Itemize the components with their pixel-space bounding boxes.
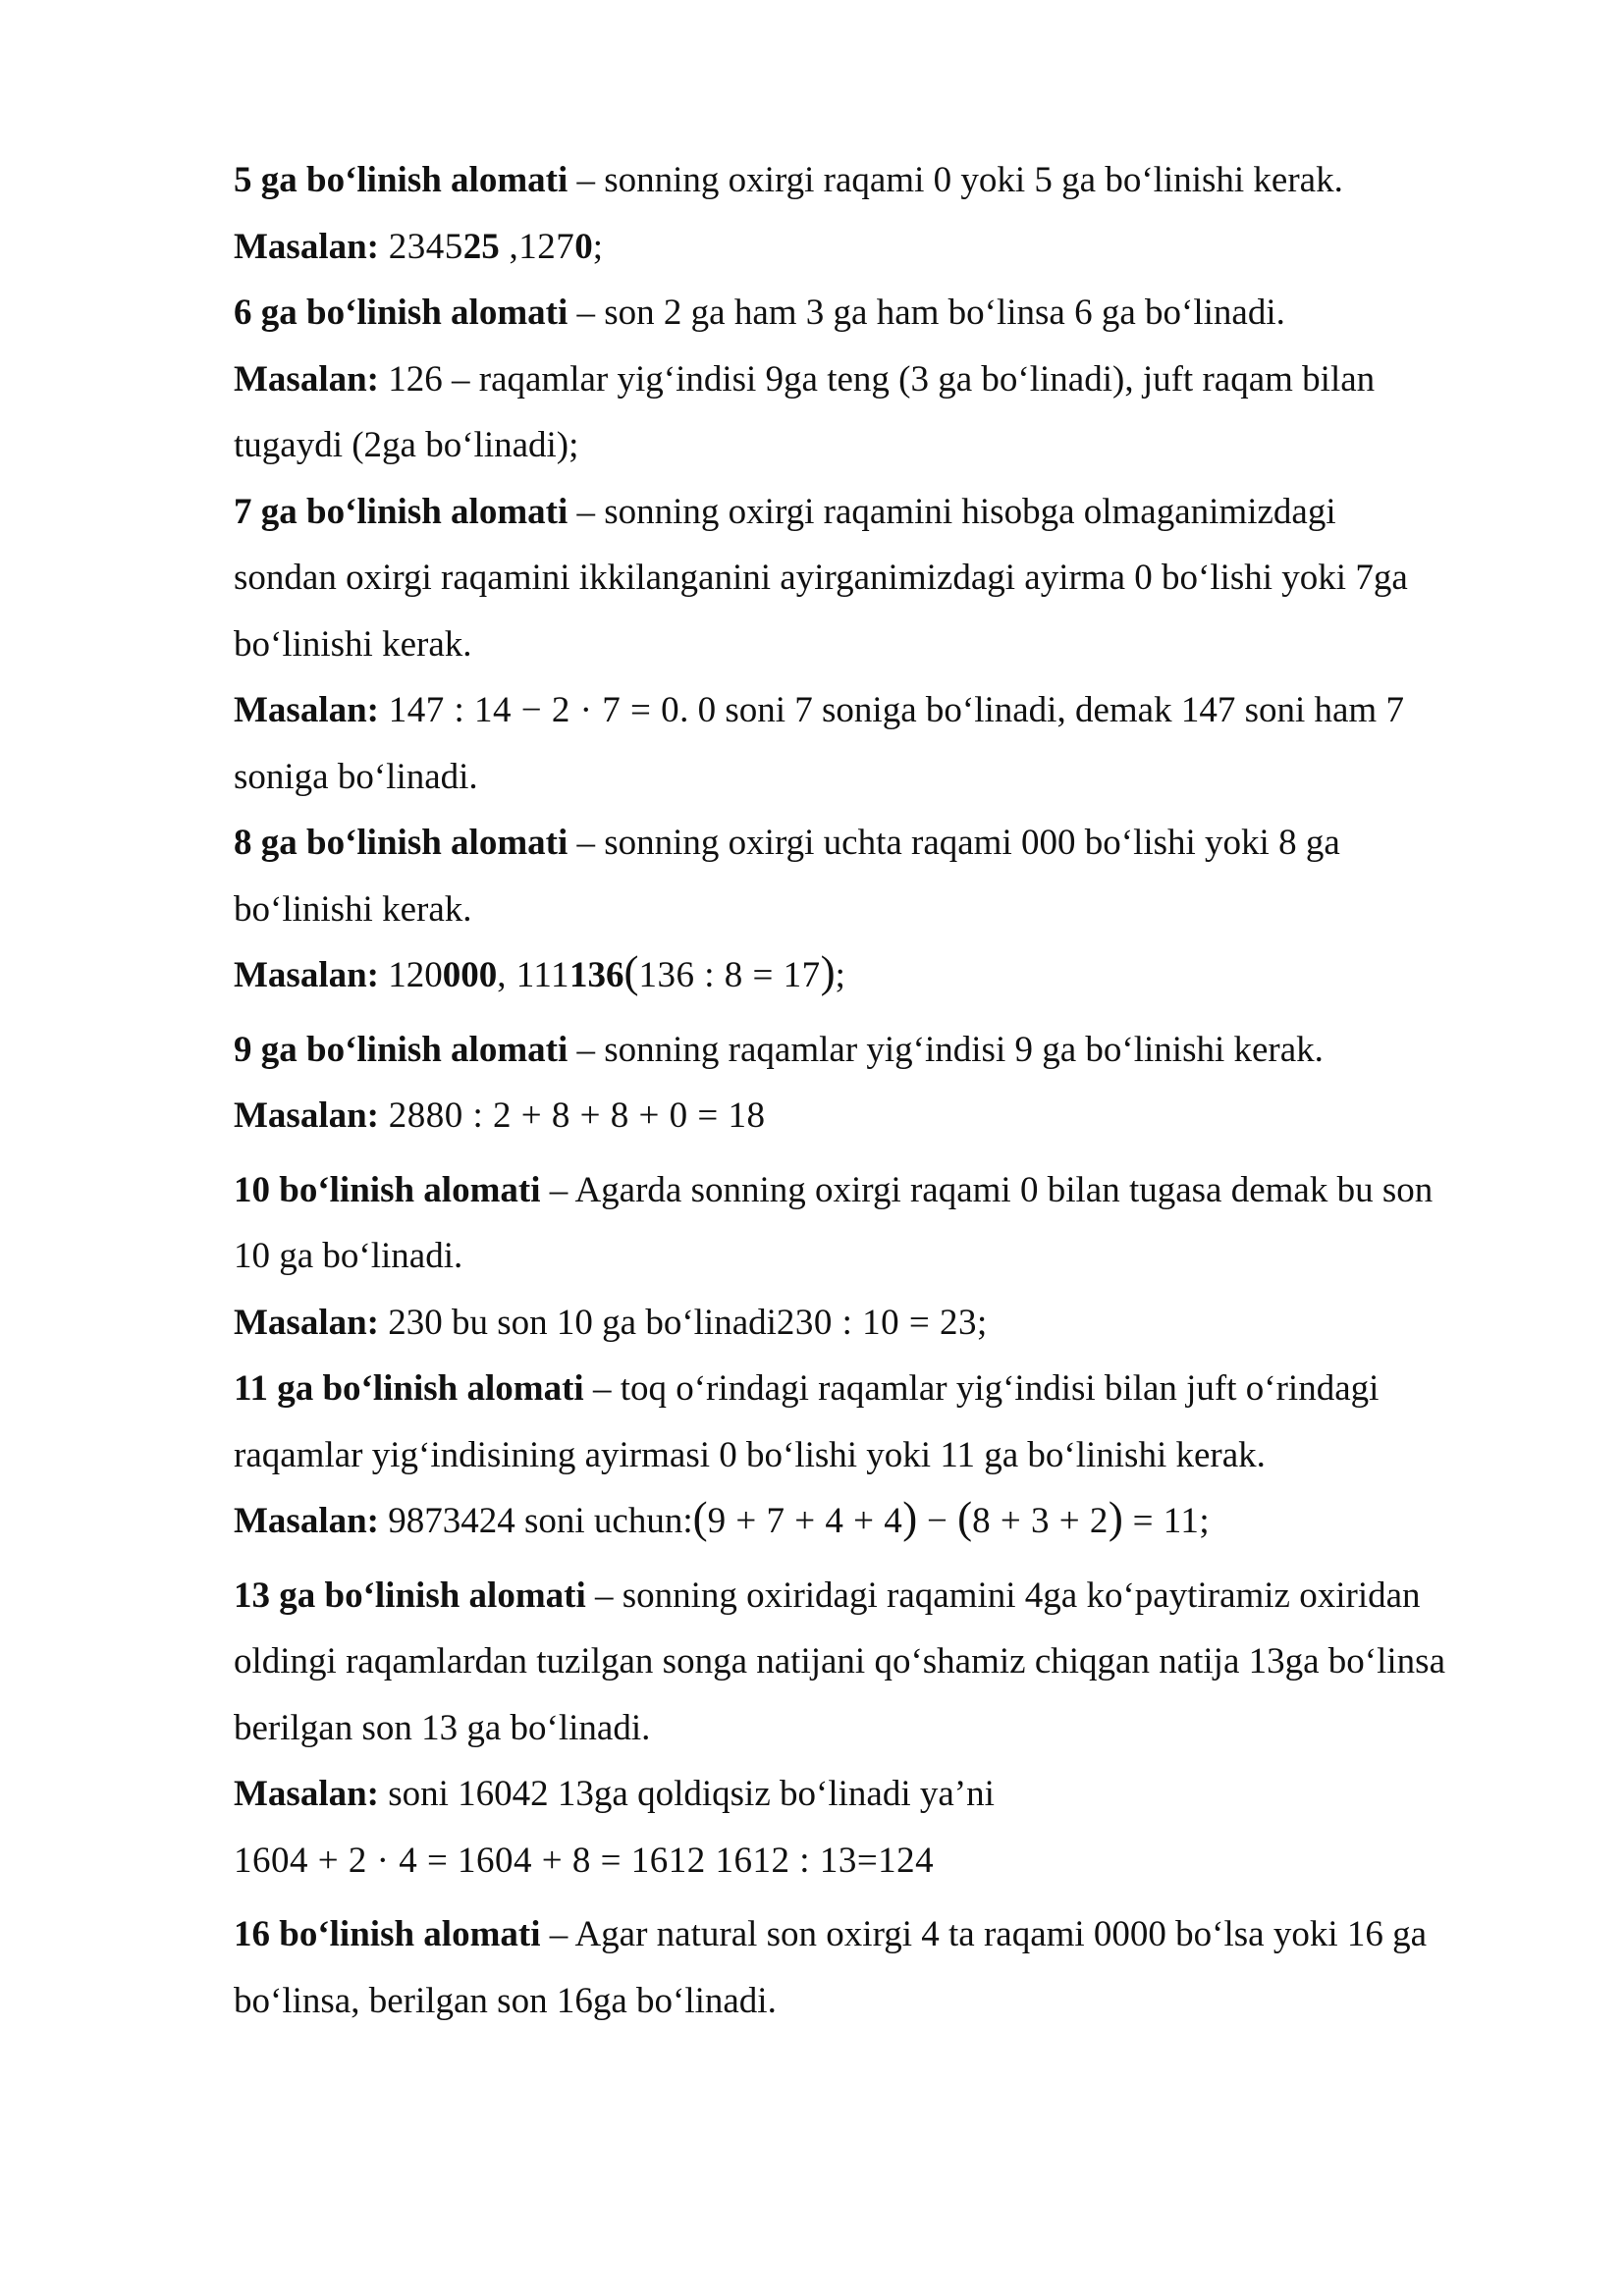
example-formula: 136 : 8 = 17 <box>638 955 821 995</box>
example-label: Masalan: <box>234 358 379 400</box>
rule-16-desc-cont <box>234 1968 1510 2035</box>
example-text: 9873424 soni uchun: <box>379 1501 693 1541</box>
example-label: Masalan: <box>234 955 379 995</box>
rule-heading: 16 bo‘linish alomati <box>234 1914 541 1954</box>
paren-close: ) <box>1108 1493 1123 1542</box>
rule-6-example-cont <box>234 412 1510 479</box>
paren-open: ( <box>957 1493 973 1542</box>
example-number: 2345 <box>379 226 463 267</box>
rule-13-example-formula <box>234 1828 1510 1895</box>
rule-description: – sonning oxirgi raqamini hisobga olmaganimizdagi <box>568 491 1336 532</box>
example-label: Masalan: <box>234 1774 379 1814</box>
rule-13-example <box>234 1761 1510 1828</box>
rule-13-heading-line <box>234 1563 1510 1629</box>
rule-13-desc-cont <box>234 1629 1510 1695</box>
rule-description: berilgan son 13 ga bo‘linadi. <box>234 1707 651 1748</box>
rule-11-desc-cont <box>234 1422 1510 1489</box>
rule-13-desc-cont <box>234 1695 1510 1762</box>
rule-16-heading-line <box>234 1901 1510 1968</box>
rule-5-heading-line <box>234 147 1510 214</box>
rule-11-example <box>234 1488 1510 1555</box>
document-body <box>234 147 1510 2034</box>
rule-description: bo‘linishi kerak. <box>234 623 472 665</box>
example-formula: 1604 + 2 · 4 = 1604 + 8 = 1612 1612 : 13=124 <box>234 1840 935 1881</box>
example-bold-digits: 0 <box>574 226 593 267</box>
rule-9-heading-line <box>234 1017 1510 1084</box>
example-text: soniga bo‘linadi. <box>234 756 478 797</box>
example-label: Masalan: <box>234 226 379 267</box>
example-label: Masalan: <box>234 1501 379 1541</box>
rule-8-heading-line <box>234 810 1510 877</box>
example-bold-digits: 25 <box>462 226 500 267</box>
rule-heading: 10 bo‘linish alomati <box>234 1169 541 1210</box>
rule-description: raqamlar yig‘indisining ayirmasi 0 bo‘lishi yoki 11 ga bo‘linishi kerak. <box>234 1434 1266 1475</box>
paren-open: ( <box>623 947 639 996</box>
rule-description: – sonning oxiridagi raqamini 4ga ko‘paytiramiz oxiridan <box>585 1575 1421 1616</box>
rule-7-example-cont <box>234 744 1510 811</box>
rule-7-heading-line <box>234 479 1510 546</box>
example-formula: 230 : 10 = 23; <box>776 1302 988 1343</box>
rule-9-example <box>234 1083 1510 1149</box>
example-text: tugaydi (2ga bo‘linadi); <box>234 425 579 465</box>
rule-7-desc-cont <box>234 612 1510 678</box>
paren-close: ) <box>820 947 836 996</box>
rule-heading: 7 ga bo‘linish alomati <box>234 491 568 532</box>
rule-description: – sonning oxirgi raqami 0 yoki 5 ga bo‘linishi kerak. <box>568 160 1343 200</box>
rule-heading: 13 ga bo‘linish alomati <box>234 1575 586 1616</box>
rule-7-desc-cont <box>234 545 1510 612</box>
example-text: soni 16042 13ga qoldiqsiz bo‘linadi ya’ni <box>379 1774 995 1814</box>
example-punct: ; <box>835 955 845 995</box>
example-formula: 8 + 3 + 2 <box>972 1501 1109 1541</box>
example-number: , 111 <box>497 955 570 995</box>
example-formula: 147 : 14 − 2 · 7 = 0 <box>379 690 680 730</box>
rule-description: oldingi raqamlardan tuzilgan songa natijani qo‘shamiz chiqgan natija 13ga bo‘linsa <box>234 1641 1446 1682</box>
rule-8-example <box>234 942 1510 1009</box>
rule-description: – toq o‘rindagi raqamlar yig‘indisi bilan juft o‘rindagi <box>583 1368 1380 1409</box>
paren-close: ) <box>902 1493 918 1542</box>
rule-description: 10 ga bo‘linadi. <box>234 1236 463 1276</box>
rule-description: – sonning oxirgi uchta raqami 000 bo‘lishi yoki 8 ga <box>568 823 1340 863</box>
rule-description: sondan oxirgi raqamini ikkilanganini ayirganimizdagi ayirma 0 bo‘lishi yoki 7ga <box>234 558 1408 598</box>
example-formula: 2880 : 2 + 8 + 8 + 0 = 18 <box>379 1095 766 1136</box>
example-text: . 0 soni 7 soniga bo‘linadi, demak 147 soni ham 7 <box>679 690 1404 730</box>
rule-7-example <box>234 677 1510 744</box>
rule-description: – Agar natural son oxirgi 4 ta raqami 0000 bo‘lsa yoki 16 ga <box>540 1914 1428 1954</box>
example-text: 126 – raqamlar yig‘indisi 9ga teng (3 ga bo‘linadi), juft raqam bilan <box>379 358 1376 400</box>
rule-heading: 8 ga bo‘linish alomati <box>234 823 568 863</box>
rule-10-desc-cont <box>234 1223 1510 1290</box>
example-label: Masalan: <box>234 1095 379 1136</box>
example-formula: − <box>917 1501 958 1541</box>
rule-description: bo‘linsa, berilgan son 16ga bo‘linadi. <box>234 1980 777 2021</box>
rule-heading: 5 ga bo‘linish alomati <box>234 160 568 200</box>
example-number: ,127 <box>499 226 575 267</box>
example-formula: 9 + 7 + 4 + 4 <box>707 1501 903 1541</box>
rule-6-example <box>234 347 1510 413</box>
example-label: Masalan: <box>234 690 379 730</box>
rule-10-example <box>234 1290 1510 1357</box>
example-number: 120 <box>379 955 443 995</box>
example-text: 230 bu son 10 ga bo‘linadi <box>379 1302 777 1343</box>
example-formula: = 11; <box>1122 1501 1211 1541</box>
rule-heading: 9 ga bo‘linish alomati <box>234 1029 568 1070</box>
example-bold-digits: 000 <box>442 955 498 995</box>
paren-open: ( <box>692 1493 708 1542</box>
rule-5-example <box>234 214 1510 281</box>
rule-10-heading-line <box>234 1157 1510 1224</box>
rule-6-heading-line <box>234 280 1510 347</box>
rule-11-heading-line <box>234 1356 1510 1422</box>
example-label: Masalan: <box>234 1302 379 1343</box>
rule-heading: 11 ga bo‘linish alomati <box>234 1368 584 1409</box>
rule-heading: 6 ga bo‘linish alomati <box>234 293 568 333</box>
rule-description: – son 2 ga ham 3 ga ham bo‘linsa 6 ga bo‘linadi. <box>568 293 1285 333</box>
example-punct: ; <box>592 226 604 267</box>
example-bold-digits: 136 <box>569 955 624 995</box>
rule-description: – sonning raqamlar yig‘indisi 9 ga bo‘linishi kerak. <box>568 1029 1324 1070</box>
rule-8-desc-cont <box>234 877 1510 943</box>
rule-description: bo‘linishi kerak. <box>234 888 472 930</box>
rule-description: – Agarda sonning oxirgi raqami 0 bilan tugasa demak bu son <box>540 1169 1434 1210</box>
